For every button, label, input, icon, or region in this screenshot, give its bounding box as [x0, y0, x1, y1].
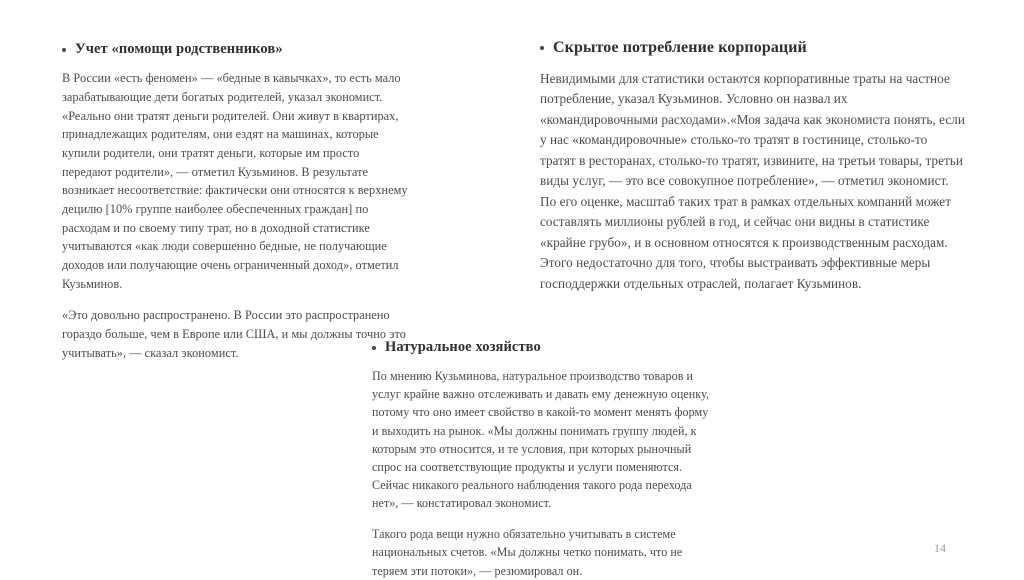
- section-hidden-corporate-consumption: [540, 38, 965, 294]
- section-heading-row: [62, 40, 412, 58]
- section-heading: Скрытое потребление корпораций: [553, 39, 807, 56]
- bullet-dot-icon: [540, 46, 544, 50]
- bullet-dot-icon: [62, 48, 66, 52]
- bullet-dot-icon: [372, 346, 376, 350]
- section-subsistence-economy: [372, 338, 712, 580]
- section-heading: Учет «помощи родственников»: [75, 41, 283, 57]
- section-heading-row: [372, 338, 712, 356]
- paragraph: Невидимыми для статистики остаются корпоративные траты на частное потребление, указал Кузьминов. Условно он назвал их «командировочными расходами».«Моя задача как экономиста понять, если у нас «командировочные» столько-то тратят в гостинице, столько-то тратят в ресторанах, столько-то тратят, извините, на третьи товары, третьи виды услуг, — это все совокупное потребление», — отметил экономист. По его оценке, масштаб таких трат в рамках отдельных компаний может составлять миллионы рублей в год, и сейчас они видны в статистике «крайне грубо», и в основном относятся к производственным расходам. Этого недостаточно для того, чтобы выстраивать эффективные меры господдержки отдельных отраслей, полагает Кузьминов.: [540, 71, 965, 291]
- section-accounting-relatives-help: [62, 40, 412, 362]
- section-heading-row: [540, 38, 965, 58]
- page-number: 14: [934, 541, 946, 555]
- section-heading: Натуральное хозяйство: [385, 339, 541, 355]
- paragraph: «Это довольно распространено. В России это распространено гораздо больше, чем в Европе или США, и мы должны точно это учитывать», — сказал экономист.: [62, 308, 406, 360]
- paragraph: По мнению Кузьминова, натуральное производство товаров и услуг крайне важно отслеживать и давать ему денежную оценку, потому что оно имеет свойство в какой-то момент менять форму и выходить на рынок. «Мы должны понимать группу людей, к которым это относится, и те условия, при которых рыночный спрос на соответствующие продукты и услуги поменяются. Сейчас никакого реального наблюдения такого рода перехода нет», — констатировал экономист.: [372, 369, 710, 511]
- paragraph: В России «есть феномен» — «бедные в кавычках», то есть мало зарабатывающие дети богатых родителей, указал экономист. «Реально они тратят деньги родителей. Они живут в квартирах, принадлежащих родителям, они ездят на машинах, которые купили родители, они тратят деньги, которые им просто передают родители», — отметил Кузьминов. В результате возникает несоответствие: фактически они относятся к верхнему децилю [10% группе наиболее обеспеченных граждан] по расходам и по своему типу трат, но в доходной статистике учитываются «как люди совершенно бедные, не получающие доходов или получающие очень ограниченный доход», отметил Кузьминов.: [62, 71, 408, 291]
- paragraph: Такого рода вещи нужно обязательно учитывать в системе национальных счетов. «Мы должны четко понимать, что не теряем эти потоки», — резюмировал он.: [372, 527, 683, 578]
